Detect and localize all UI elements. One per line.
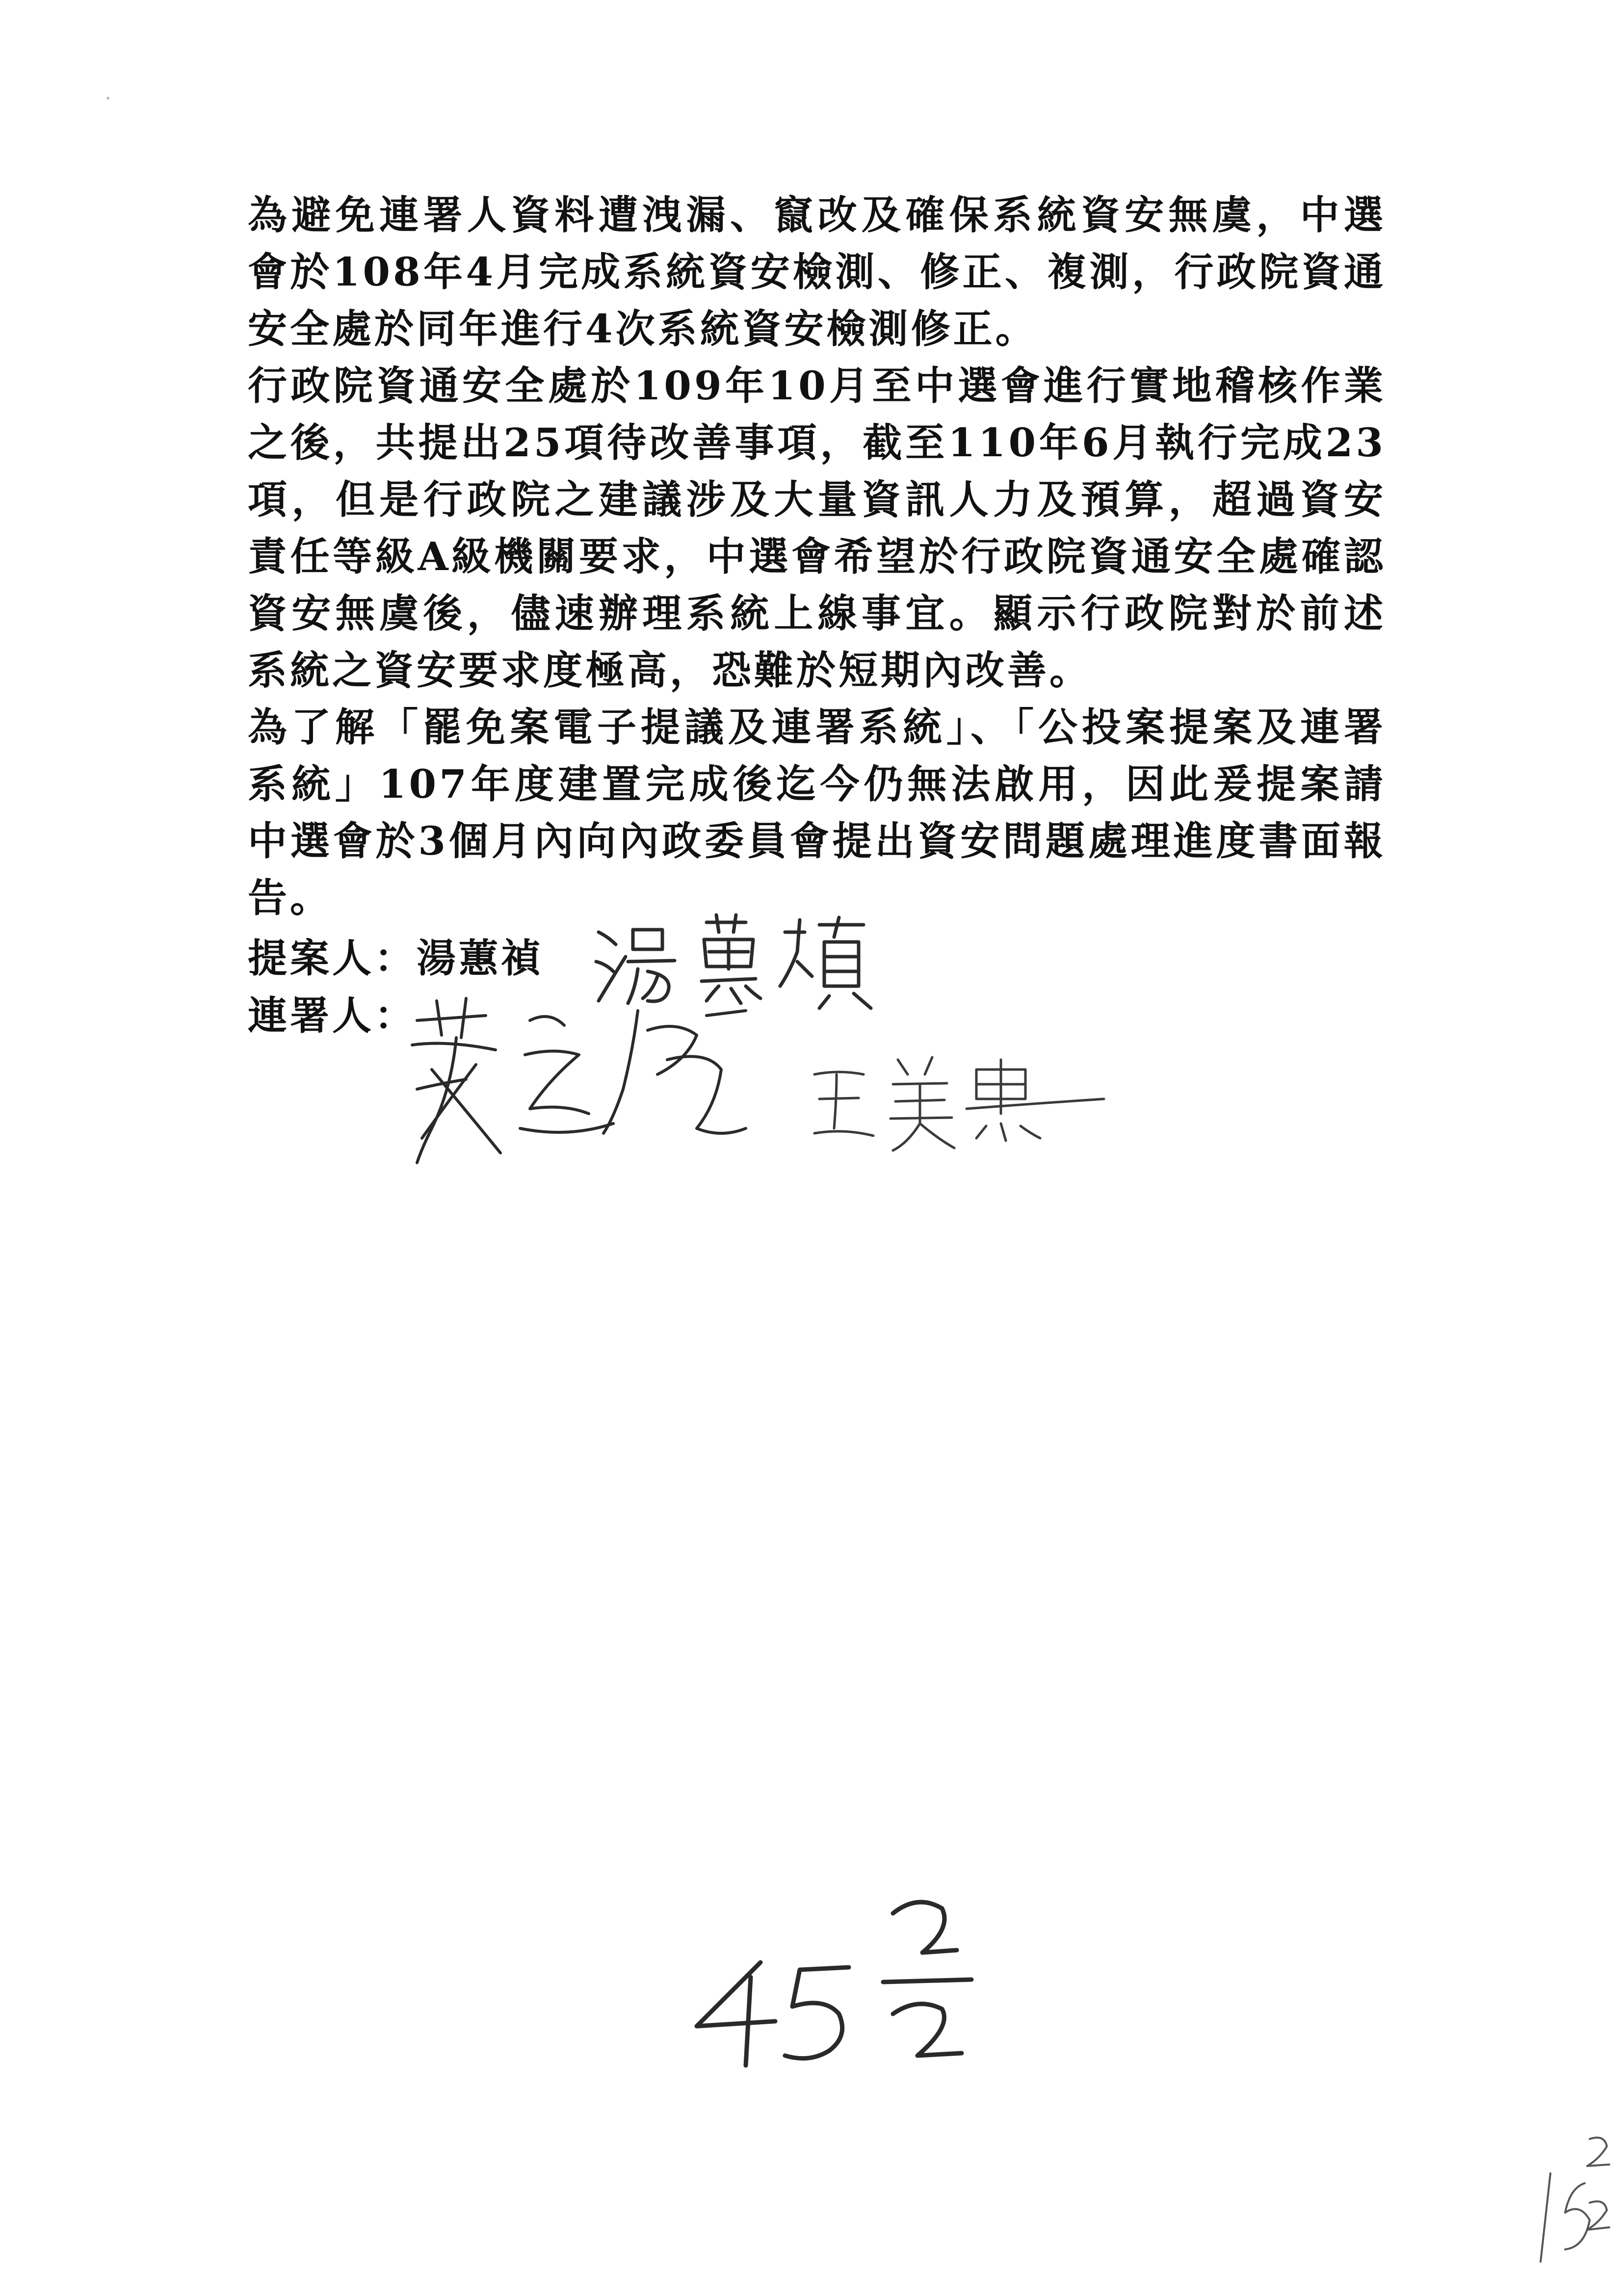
proposal-body (248, 186, 1386, 926)
paragraph-3: 為了解「罷免案電子提議及連署系統」、「公投案提案及連署系統」107年度建置完成後迄今仍無法啟用，因此爰提案請中選會於3個月內向內政委員會提出資安問題處理進度書面報告。 (248, 704, 1386, 921)
cosigner-label: 連署人： (248, 992, 417, 1039)
paragraph-2: 行政院資通安全處於109年10月至中選會進行實地稽核作業之後，共提出25項待改善事項，截至110年6月執行完成23項，但是行政院之建議涉及大量資訊人力及預算，超過資安責任等級A級機關要求，中選會希望於行政院資通安全處確認資安無虞後，儘速辦理系統上線事宜。顯示行政院對於前述系統之資安要求度極高，恐難於短期內改善。 (248, 363, 1386, 693)
cosigner-signature-2 (810, 1040, 1114, 1158)
paragraph-1: 為避免連署人資料遭洩漏、竄改及確保系統資安無虞，中選會於108年4月完成系統資安檢測、修正、複測，行政院資通安全處於同年進行4次系統資安檢測修正。 (248, 192, 1386, 352)
proposer-label: 提案人：湯蕙禎 (248, 935, 543, 981)
cosigner-signature-1 (402, 991, 785, 1177)
corner-page-mark (1531, 2129, 1614, 2276)
scan-speck (103, 93, 113, 103)
handwritten-page-number (687, 1879, 1001, 2075)
